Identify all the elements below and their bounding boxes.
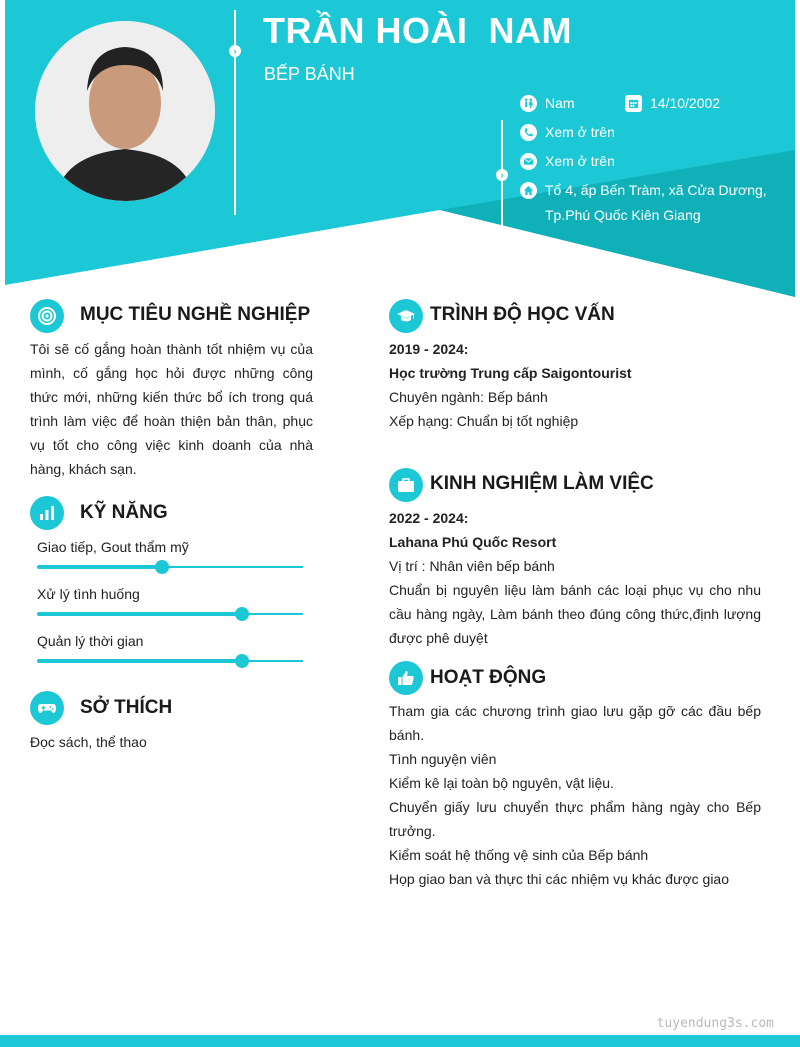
skill-bar-knob: [235, 607, 249, 621]
skill-label: Xử lý tình huống: [37, 586, 140, 602]
bar-chart-icon: [30, 496, 64, 530]
phone-value: Xem ở trên: [545, 124, 615, 140]
address-line-2: Tp.Phú Quốc Kiên Giang: [545, 207, 701, 223]
education-title: TRÌNH ĐỘ HỌC VẤN: [430, 304, 615, 325]
gamepad-icon: [30, 691, 64, 725]
activity-item: Kiểm kê lại toàn bộ nguyên, vật liệu.: [389, 775, 614, 791]
education-block: [389, 337, 761, 433]
skills-title: KỸ NĂNG: [80, 502, 168, 523]
briefcase-icon: [389, 468, 423, 502]
home-icon: [520, 182, 537, 199]
experience-position: Vị trí : Nhân viên bếp bánh: [389, 558, 555, 574]
gender-icon: [520, 95, 537, 112]
objective-title: MỤC TIÊU NGHỀ NGHIỆP: [80, 304, 311, 325]
email-icon: [520, 153, 537, 170]
activities-title: HOẠT ĐỘNG: [430, 667, 547, 688]
experience-title: KINH NGHIỆM LÀM VIỆC: [430, 473, 654, 494]
activity-item: Tình nguyện viên: [389, 751, 497, 767]
watermark: tuyendung3s.com: [656, 1016, 774, 1031]
gender-row: [520, 91, 575, 116]
target-icon: [30, 299, 64, 333]
email-value: Xem ở trên: [545, 153, 615, 169]
education-major: Chuyên ngành: Bếp bánh: [389, 389, 548, 405]
education-school: Học trường Trung cấp Saigontourist: [389, 365, 632, 381]
skill-bar-knob: [235, 654, 249, 668]
activity-item: Kiểm soát hệ thống vệ sinh của Bếp bánh: [389, 847, 649, 863]
job-title: BẾP BÁNH: [264, 64, 355, 84]
header-divider-dot: ›: [229, 45, 241, 57]
activity-item: Họp giao ban và thực thi các nhiệm vụ khác được giao: [389, 871, 729, 887]
thumbs-up-icon: [389, 661, 423, 695]
activities-list: [389, 699, 761, 891]
objective-text: Tôi sẽ cố gắng hoàn thành tốt nhiệm vụ của mình, cố gắng học hỏi được những công thức mới, những kiến thức bổ ích trong quá trình làm việc để hoàn thiện bản thân, phục vụ tốt cho công việc kinh doanh của nhà hàng, khách sạn.: [30, 341, 313, 477]
skill-bar-fill: [37, 659, 242, 663]
education-period: 2019 - 2024:: [389, 341, 469, 357]
birthdate-value: 14/10/2002: [650, 95, 721, 111]
experience-period: 2022 - 2024:: [389, 510, 469, 526]
email-row: [520, 149, 615, 174]
skill-label: Giao tiếp, Gout thẩm mỹ: [37, 539, 189, 555]
skill-bar: [37, 566, 303, 568]
phone-row: [520, 120, 615, 145]
skill-bar-fill: [37, 565, 162, 569]
education-rank: Xếp hạng: Chuẩn bị tốt nghiệp: [389, 413, 579, 429]
address-line-1: Tổ 4, ấp Bến Tràm, xã Cửa Dương,: [545, 182, 767, 198]
phone-icon: [520, 124, 537, 141]
hobbies-text: Đọc sách, thể thao: [30, 734, 147, 750]
skill-bar-fill: [37, 612, 242, 616]
experience-block: [389, 506, 761, 650]
activity-item: Tham gia các chương trình giao lưu gặp gỡ các đầu bếp bánh.: [389, 703, 761, 743]
skill-label: Quản lý thời gian: [37, 633, 144, 649]
skill-bar: [37, 613, 303, 615]
birthdate-row: [625, 91, 720, 116]
candidate-name: TRẦN HOÀI NAM: [263, 10, 572, 51]
footer-bar: [0, 1035, 800, 1047]
experience-company: Lahana Phú Quốc Resort: [389, 534, 557, 550]
hobbies-title: SỞ THÍCH: [80, 697, 173, 718]
calendar-icon: [625, 95, 642, 112]
skill-bar: [37, 660, 303, 662]
address-row: [520, 178, 767, 228]
avatar: [35, 21, 215, 201]
graduation-cap-icon: [389, 299, 423, 333]
skill-bar-knob: [155, 560, 169, 574]
header-divider-line: [234, 10, 236, 215]
experience-description: Chuẩn bị nguyên liệu làm bánh các loại phục vụ cho nhu cầu hàng ngày, Làm bánh theo đúng công thức,định lượng được phê duyệt: [389, 582, 761, 646]
contact-divider-dot: ›: [496, 169, 508, 181]
activity-item: Chuyển giấy lưu chuyển thực phẩm hàng ngày cho Bếp trưởng.: [389, 799, 761, 839]
gender-value: Nam: [545, 95, 575, 111]
